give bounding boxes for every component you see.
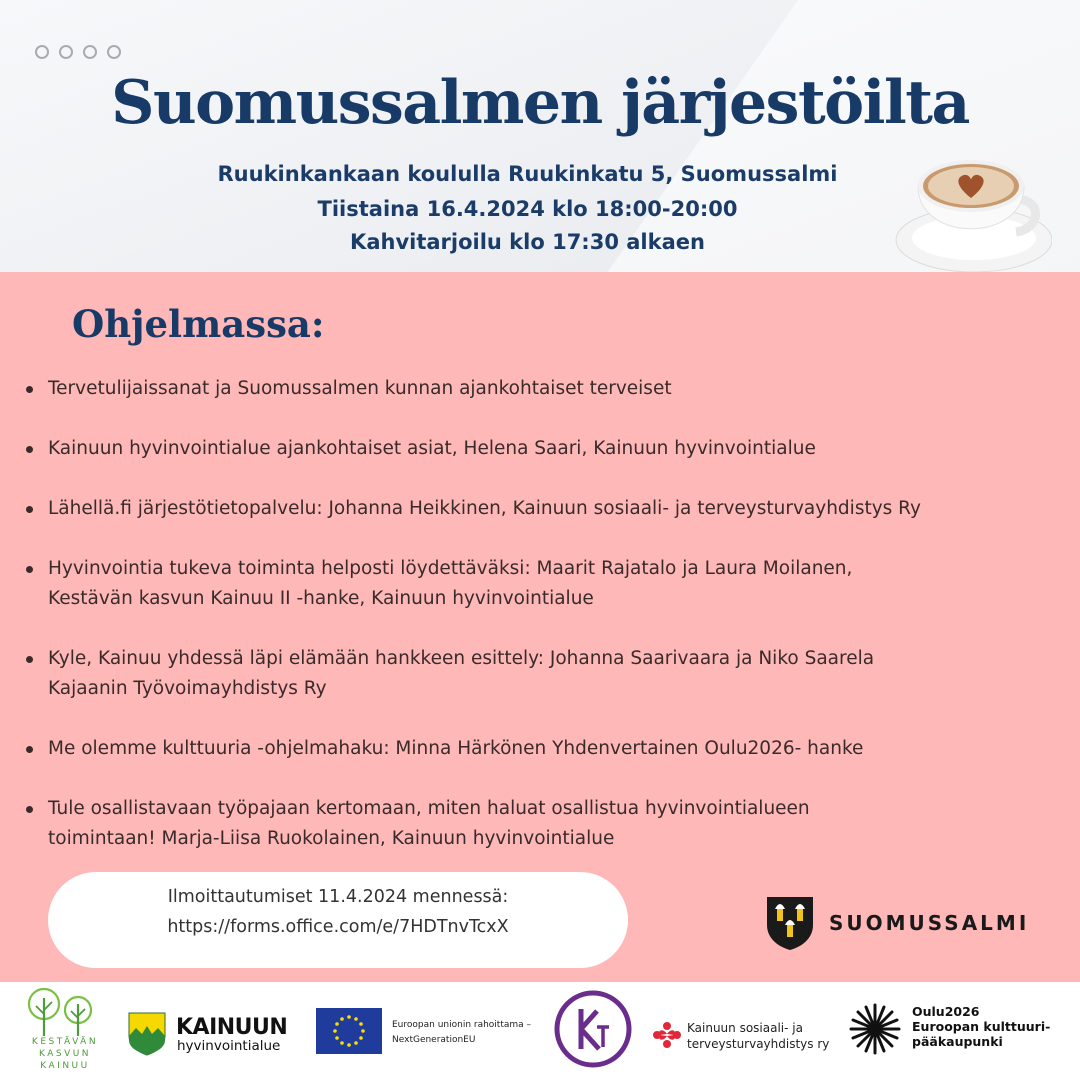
- event-datetime: Tiistaina 16.4.2024 klo 18:00-20:00: [317, 197, 738, 221]
- list-item: Me olemme kulttuuria -ohjelmahaku: Minna Härkönen Yhdenvertainen Oulu2026- hanke: [48, 734, 1058, 764]
- list-item: Kyle, Kainuu yhdessä läpi elämään hankkeen esittely: Johanna Saarivaara ja Niko Saarela Kajaanin Työvoimayhdistys Ry: [48, 644, 1058, 704]
- heart-cluster-icon: [652, 1020, 682, 1050]
- tree-logo-icon: [22, 986, 100, 1038]
- eu-funding-text: Euroopan unionin rahoittama – NextGenerationEU: [392, 1020, 532, 1045]
- hyvinvointialue-text: hyvinvointialue: [177, 1038, 281, 1054]
- registration-link[interactable]: https://forms.office.com/e/7HDTnvTcxX: [167, 917, 509, 937]
- coffee-cup-icon: [892, 148, 1052, 278]
- list-item: Tule osallistavaan työpajaan kertomaan, miten haluat osallistua hyvinvointialueen toimintaan! Marja-Liisa Ruokolainen, Kainuun hyvinvointialue: [48, 794, 1058, 854]
- decorative-dots: [35, 45, 121, 59]
- oulu2026-logo-text: Oulu2026 Euroopan kulttuuri- pääkaupunki: [912, 1004, 1051, 1049]
- footer-logos: [0, 982, 1080, 1080]
- eu-flag-icon: [316, 1008, 382, 1054]
- list-item: Hyvinvointia tukeva toiminta helposti löydettäväksi: Maarit Rajatalo ja Laura Moilanen, Kestävän kasvun Kainuu II -hanke, Kainuun hyvinvointialue: [48, 554, 1058, 614]
- registration-deadline: Ilmoittautumiset 11.4.2024 mennessä:: [167, 887, 509, 907]
- list-item: Tervetulijaissanat ja Suomussalmen kunnan ajankohtaiset terveiset: [48, 374, 1058, 404]
- dot-icon: [107, 45, 121, 59]
- dot-icon: [35, 45, 49, 59]
- list-item: Lähellä.fi järjestötietopalvelu: Johanna Heikkinen, Kainuun sosiaali- ja terveysturvayhdistys Ry: [48, 494, 1058, 524]
- page-title: Suomussalmen järjestöilta: [111, 68, 969, 138]
- dot-icon: [59, 45, 73, 59]
- list-item: Kainuun hyvinvointialue ajankohtaiset asiat, Helena Saari, Kainuun hyvinvointialue: [48, 434, 1058, 464]
- coat-of-arms-icon: [765, 895, 815, 951]
- suomussalmi-logo: [765, 895, 1029, 951]
- ksty-logo-text: Kainuun sosiaali- ja terveysturvayhdistys ry: [687, 1021, 830, 1051]
- kty-logo-icon: [553, 989, 633, 1069]
- oulu2026-burst-icon: [848, 1002, 902, 1056]
- event-location: Ruukinkankaan koululla Ruukinkatu 5, Suomussalmi: [217, 162, 838, 186]
- coffee-info: Kahvitarjoilu klo 17:30 alkaen: [350, 230, 705, 254]
- kainuun-logo-text: KAINUUN: [176, 1015, 288, 1040]
- registration-box: [48, 872, 628, 968]
- municipality-name: SUOMUSSALMI: [829, 911, 1030, 935]
- kainuu-shield-icon: [128, 1012, 166, 1056]
- program-heading: Ohjelmassa:: [72, 302, 325, 346]
- kestava-kasvun-kainuu-logo: KESTÄVÄN KASVUN KAINUU: [31, 1037, 99, 1071]
- dot-icon: [83, 45, 97, 59]
